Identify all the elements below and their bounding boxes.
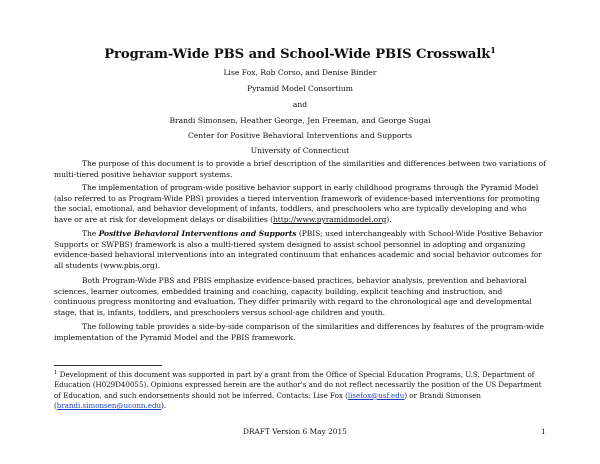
org-pyramid-model-consortium: Pyramid Model Consortium (247, 84, 353, 93)
pbis-emphasis: Positive Behavioral Interventions and Supports (98, 229, 297, 238)
paragraph-pbis: The Positive Behavioral Interventions and Supports (PBIS; used interchangeably with School-Wide Positive Behavior Supports or SWPBS) framework is also a multi-tiered system designed to assist school personnel in adopting and organizing evidence-based behavioral interventions into an integrated continuum that enhances academic and social behavior outcomes for all students (www.pbis.org). (54, 229, 543, 271)
org-uconn: University of Connecticut (250, 146, 350, 155)
footnote: $^1$ Development of this document was supported in part by a grant from the Office of Special Education Programs, U.S. Department of Education (H029D40055). Opinions expressed herein are the author's and do not reflect necessarily the position of the US Department of Education, and such endorsements should not be inferred. Contacts: Lise Fox (lisefox@usf.edu) or Brandi Simonsen (brandi.simonsen@uconn.edu). (54, 370, 542, 410)
title-footnote-marker[interactable]: 1 (490, 45, 496, 55)
email-link-simonsen[interactable]: brandi.simonsen@uconn.edu (56, 400, 162, 410)
paragraph-pyramid-model: The implementation of program-wide positive behavior support in early childhood programs through the Pyramid Model (also referred to as Program-Wide PBS) provides a tiered intervention framework of evidence-based interventions for promoting the social, emotional, and behavior development of infants, toddlers, and preschoolers who are typically developing and who have or are at risk for development delays or disabilities (http://www.pyramidmodel.org). (54, 183, 540, 225)
authors-pbis: Brandi Simonsen, Heather George, Jen Freeman, and George Sugai (169, 116, 431, 125)
paragraph-table-intro: The following table provides a side-by-side comparison of the similarities and differences by features of the program-wide implementation of the Pyramid Model and the PBIS framework. (54, 322, 544, 342)
byline-and: and (292, 100, 308, 109)
pyramidmodel-link[interactable]: http://www.pyramidmodel.org (273, 215, 387, 225)
footnote-separator (54, 365, 162, 366)
page-number: 1 (541, 427, 546, 436)
footnote-marker: 1 (54, 370, 58, 376)
authors-pyramid: Lise Fox, Rob Corso, and Denise Binder (223, 68, 377, 77)
org-pbis-center: Center for Positive Behavioral Interventions and Supports (187, 131, 413, 140)
draft-version-label: DRAFT Version 6 May 2015 (243, 427, 347, 436)
paragraph-purpose: The purpose of this document is to provide a brief description of the similarities and differences between two variations of multi-tiered positive behavior support systems. (54, 159, 547, 179)
paragraph-comparison: Both Program-Wide PBS and PBIS emphasize evidence-based practices, behavior analysis, prevention and behavioral sciences, learner outcomes, embedded training and coaching, capacity building, explicit teaching and instruction, and continuous progress monitoring and evaluation. They differ primarily with regard to the chronological age and developmental stage, that is, infants, toddlers, and preschoolers versus school-age children and youth. (54, 276, 532, 318)
document-title: Program-Wide PBS and School-Wide PBIS Crosswalk$^1$ (104, 45, 496, 62)
email-link-lisefox[interactable]: lisefox@usf.edu (347, 390, 405, 400)
